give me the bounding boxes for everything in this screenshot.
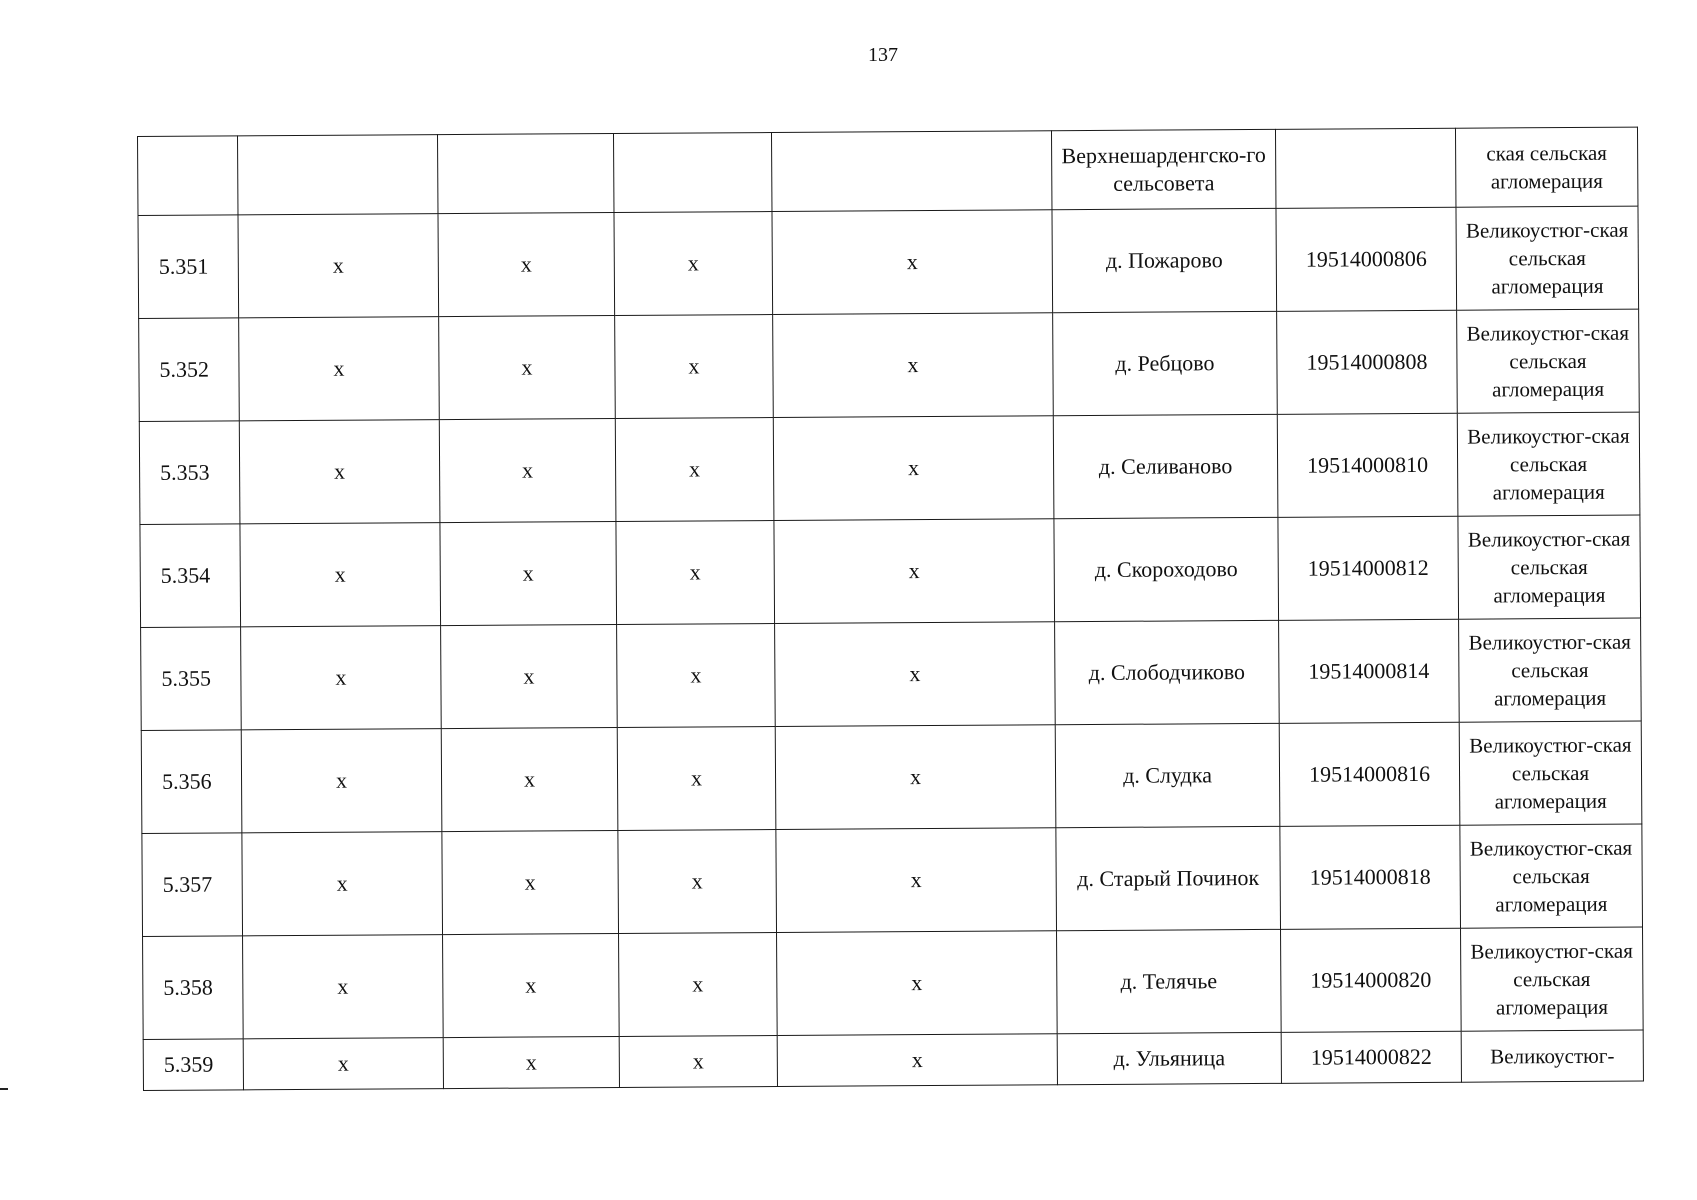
agglomeration-cell: Великоустюг-ская сельская агломерация bbox=[1457, 309, 1640, 413]
table-row bbox=[142, 824, 1643, 936]
row-number-cell: 5.357 bbox=[142, 833, 243, 937]
mark-cell: x bbox=[238, 214, 439, 318]
page-number: 137 bbox=[868, 44, 898, 66]
agglomeration-cell: Великоустюг-ская сельская агломерация bbox=[1459, 721, 1642, 825]
mark-cell: x bbox=[439, 316, 616, 420]
oktmo-code-cell: 19514000816 bbox=[1279, 722, 1460, 826]
table-row bbox=[143, 927, 1644, 1039]
mark-cell: x bbox=[441, 727, 618, 831]
mark-cell: x bbox=[441, 624, 618, 728]
agglomeration-cell: Великоустюг-ская сельская агломерация bbox=[1458, 515, 1641, 619]
mark-cell: x bbox=[239, 317, 440, 421]
oktmo-code-cell: 19514000808 bbox=[1277, 310, 1458, 414]
row-number-cell: 5.354 bbox=[140, 524, 241, 628]
mark-cell: x bbox=[615, 418, 774, 522]
agglomeration-cell: Великоустюг-ская сельская агломерация bbox=[1460, 824, 1643, 928]
mark-cell: x bbox=[443, 1036, 619, 1088]
oktmo-code-cell: 19514000812 bbox=[1278, 516, 1459, 620]
mark-cell: x bbox=[773, 313, 1054, 418]
settlement-cell: д. Телячье bbox=[1057, 929, 1282, 1033]
mark-cell: x bbox=[619, 932, 778, 1036]
mark-cell: x bbox=[243, 1038, 443, 1090]
empty-cell bbox=[1275, 128, 1455, 208]
empty-cell bbox=[138, 136, 238, 216]
mark-cell: x bbox=[617, 624, 776, 728]
oktmo-code-cell: 19514000806 bbox=[1276, 207, 1457, 311]
agglomeration-cell: Великоустюг-ская сельская агломерация bbox=[1456, 206, 1639, 310]
settlement-cell: Верхнешарденгско-го сельсовета bbox=[1051, 129, 1275, 209]
oktmo-code-cell: 19514000814 bbox=[1279, 619, 1460, 723]
settlement-cell: д. Ульяница bbox=[1057, 1032, 1281, 1084]
mark-cell: x bbox=[619, 1035, 777, 1087]
mark-cell: x bbox=[240, 523, 441, 627]
settlement-cell: д. Слудка bbox=[1055, 723, 1280, 827]
agglomeration-cell: Великоустюг-ская сельская агломерация bbox=[1461, 927, 1644, 1031]
margin-mark bbox=[0, 1088, 8, 1090]
table-row bbox=[138, 206, 1639, 318]
oktmo-code-cell: 19514000822 bbox=[1281, 1031, 1461, 1083]
mark-cell: x bbox=[442, 830, 619, 934]
mark-cell: x bbox=[439, 419, 616, 523]
mark-cell: x bbox=[775, 725, 1056, 830]
mark-cell: x bbox=[443, 933, 620, 1037]
mark-cell: x bbox=[440, 521, 617, 625]
mark-cell: x bbox=[618, 829, 777, 933]
row-number-cell: 5.352 bbox=[139, 318, 240, 422]
row-number-cell: 5.356 bbox=[141, 730, 242, 834]
mark-cell: x bbox=[239, 420, 440, 524]
table-row bbox=[143, 1030, 1643, 1090]
mark-cell: x bbox=[617, 727, 776, 831]
settlement-cell: д. Пожарово bbox=[1052, 208, 1277, 312]
mark-cell: x bbox=[772, 210, 1053, 315]
table-row bbox=[139, 309, 1640, 421]
agglomeration-cell: Великоустюг-ская сельская агломерация bbox=[1459, 618, 1642, 722]
mark-cell: x bbox=[773, 416, 1054, 521]
table-row bbox=[141, 721, 1642, 833]
mark-cell: x bbox=[241, 626, 442, 730]
mark-cell: x bbox=[774, 519, 1055, 624]
mark-cell: x bbox=[775, 622, 1056, 727]
row-number-cell: 5.359 bbox=[143, 1039, 243, 1091]
mark-cell: x bbox=[776, 828, 1057, 933]
table-row bbox=[139, 412, 1640, 524]
agglomeration-cell: Великоустюг- bbox=[1461, 1030, 1643, 1082]
mark-cell: x bbox=[777, 931, 1058, 1036]
settlement-cell: д. Скороходово bbox=[1054, 517, 1279, 621]
mark-cell: x bbox=[615, 315, 774, 419]
row-number-cell: 5.351 bbox=[138, 215, 239, 319]
row-number-cell: 5.353 bbox=[139, 421, 240, 525]
mark-cell: x bbox=[242, 832, 443, 936]
settlements-table bbox=[137, 127, 1644, 1091]
row-number-cell: 5.358 bbox=[143, 936, 244, 1040]
settlement-cell: д. Старый Починок bbox=[1056, 826, 1281, 930]
mark-cell: x bbox=[241, 729, 442, 833]
oktmo-code-cell: 19514000818 bbox=[1280, 825, 1461, 929]
continuation-row bbox=[138, 127, 1638, 215]
table-row bbox=[140, 515, 1641, 627]
agglomeration-cell: ская сельская агломерация bbox=[1455, 127, 1637, 207]
mark-cell: x bbox=[614, 212, 773, 316]
settlement-cell: д. Слободчиково bbox=[1055, 620, 1280, 724]
mark-cell: x bbox=[616, 521, 775, 625]
empty-cell bbox=[437, 134, 613, 214]
oktmo-code-cell: 19514000820 bbox=[1281, 928, 1462, 1032]
mark-cell: x bbox=[777, 1034, 1057, 1087]
settlement-cell: д. Ребцово bbox=[1053, 311, 1278, 415]
oktmo-code-cell: 19514000810 bbox=[1277, 413, 1458, 517]
row-number-cell: 5.355 bbox=[141, 627, 242, 731]
empty-cell bbox=[771, 131, 1051, 212]
empty-cell bbox=[613, 133, 771, 213]
agglomeration-cell: Великоустюг-ская сельская агломерация bbox=[1457, 412, 1640, 516]
settlement-cell: д. Селиваново bbox=[1053, 414, 1278, 518]
mark-cell: x bbox=[243, 935, 444, 1039]
table-row bbox=[141, 618, 1642, 730]
mark-cell: x bbox=[438, 213, 615, 317]
empty-cell bbox=[238, 135, 438, 215]
